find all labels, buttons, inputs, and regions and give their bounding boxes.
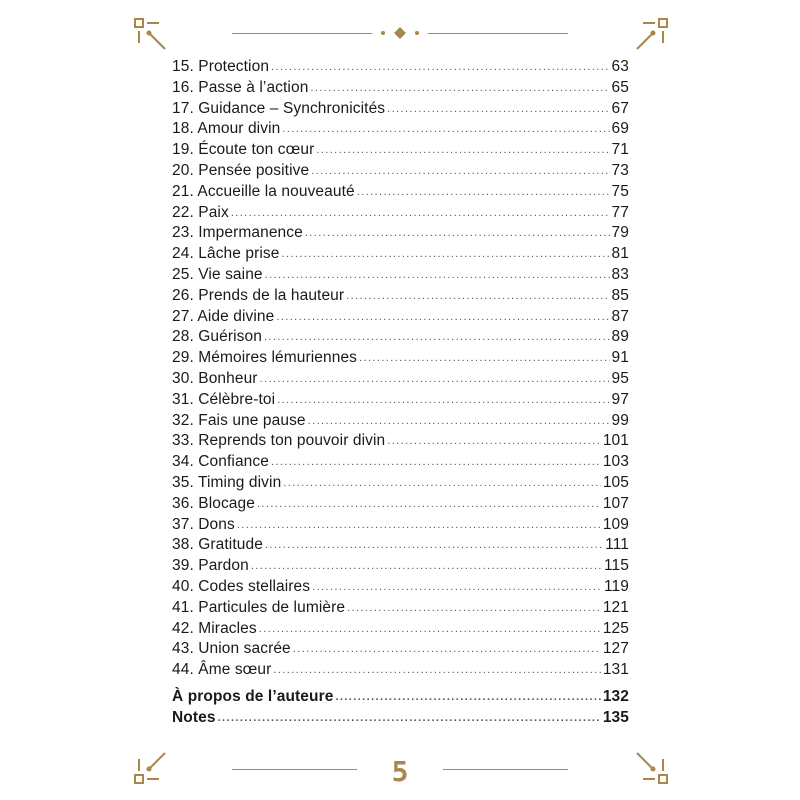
toc-entry-page: 127 <box>602 640 629 658</box>
dot-leader <box>282 244 610 265</box>
dot-leader <box>310 78 609 99</box>
toc-entry <box>172 390 629 411</box>
dot-leader <box>305 223 610 244</box>
toc-entry-page: 81 <box>611 245 629 263</box>
toc-entry-title: 24. Lâche prise <box>172 245 280 263</box>
dot-leader <box>251 556 602 577</box>
toc-entry-title: 28. Guérison <box>172 328 262 346</box>
corner-ornament-top-right-icon <box>625 17 669 61</box>
dot-leader <box>293 639 601 660</box>
toc-entry-page: 103 <box>602 453 629 471</box>
toc-entry <box>172 619 629 640</box>
toc-entry-title: 39. Pardon <box>172 557 249 575</box>
dot-leader <box>312 577 602 598</box>
toc-entry-title: 16. Passe à l’action <box>172 78 309 96</box>
toc-entry-page: 132 <box>602 687 629 705</box>
toc-entry-page: 71 <box>611 141 629 159</box>
toc-entry-title: 22. Paix <box>172 203 229 221</box>
toc-entry-title: 19. Écoute ton cœur <box>172 141 315 159</box>
toc-entry-title: 15. Protection <box>172 58 270 75</box>
toc-entry-title: 21. Accueille la nouveauté <box>172 182 355 200</box>
toc-entry-title: 31. Célèbre-toi <box>172 390 276 408</box>
dot-leader <box>259 619 601 640</box>
toc-entry <box>172 515 629 536</box>
toc-entry <box>172 265 629 286</box>
toc-entry-page: 79 <box>611 224 629 242</box>
toc-entry-title: 43. Union sacrée <box>172 640 291 658</box>
toc-entry-page: 119 <box>603 577 629 595</box>
toc-entry-title: 23. Impermanence <box>172 224 303 242</box>
toc-back-matter-list <box>172 687 629 729</box>
toc-entry-page: 111 <box>605 536 629 554</box>
toc-entry-page: 87 <box>611 307 629 325</box>
toc-entry-page: 105 <box>602 473 629 491</box>
toc-entry <box>172 286 629 307</box>
toc-entry <box>172 140 629 161</box>
toc-entry-title: 30. Bonheur <box>172 369 258 387</box>
table-of-contents <box>172 57 629 729</box>
toc-entry-title: 44. Âme sœur <box>172 661 272 679</box>
toc-entry-page: 77 <box>611 203 629 221</box>
toc-entry <box>172 535 629 556</box>
toc-entry-page: 89 <box>611 328 629 346</box>
dot-leader <box>276 307 609 328</box>
toc-entry-page: 83 <box>611 265 629 283</box>
dot-leader <box>231 203 610 224</box>
dot-leader <box>335 687 600 708</box>
toc-entry <box>172 348 629 369</box>
toc-entry-title: À propos de l’auteure <box>172 687 334 705</box>
toc-entry-page: 65 <box>611 78 629 96</box>
toc-entry <box>172 78 629 99</box>
toc-entry-page: 75 <box>611 182 629 200</box>
dot-leader <box>265 535 603 556</box>
toc-entry-title: 38. Gratitude <box>172 536 263 554</box>
toc-entry-page: 95 <box>611 369 629 387</box>
dot-leader <box>347 598 601 619</box>
dot-leader <box>387 99 609 120</box>
toc-entry <box>172 223 629 244</box>
dot-leader <box>311 161 609 182</box>
toc-entry-page: 97 <box>611 390 629 408</box>
toc-entry-page: 63 <box>611 58 629 75</box>
toc-entry <box>172 119 629 140</box>
toc-entry <box>172 660 629 681</box>
toc-entry-title: 41. Particules de lumière <box>172 598 346 616</box>
toc-entry-page: 115 <box>603 557 629 575</box>
toc-entry <box>172 203 629 224</box>
dot-leader <box>273 660 600 681</box>
top-rule-right <box>428 33 568 34</box>
toc-entry-title: 27. Aide divine <box>172 307 275 325</box>
dot-leader <box>357 182 610 203</box>
toc-entry <box>172 452 629 473</box>
dot-leader <box>257 494 601 515</box>
dot-leader <box>271 57 610 78</box>
dot-leader <box>316 140 609 161</box>
dot-leader <box>346 286 609 307</box>
toc-entry <box>172 431 629 452</box>
toc-entry-title: 40. Codes stellaires <box>172 577 311 595</box>
toc-entry-title: 29. Mémoires lémuriennes <box>172 349 358 367</box>
dot-leader <box>265 265 610 286</box>
toc-entry-page: 131 <box>602 661 629 679</box>
toc-entry-title: 35. Timing divin <box>172 473 282 491</box>
dot-leader <box>277 390 609 411</box>
toc-entry <box>172 411 629 432</box>
toc-entry-page: 73 <box>611 161 629 179</box>
toc-entry-page: 85 <box>611 286 629 304</box>
toc-entry <box>172 327 629 348</box>
toc-entry-title: 42. Miracles <box>172 619 257 637</box>
toc-entry-page: 125 <box>602 619 629 637</box>
toc-entry-title: 18. Amour divin <box>172 120 281 138</box>
toc-entry-title: 34. Confiance <box>172 453 269 471</box>
toc-entry-title: 25. Vie saine <box>172 265 263 283</box>
toc-entry-title: Notes <box>172 708 216 726</box>
toc-entry <box>172 639 629 660</box>
toc-entry-page: 135 <box>602 708 629 726</box>
toc-entry-title: 32. Fais une pause <box>172 411 306 429</box>
toc-entry-title: 33. Reprends ton pouvoir divin <box>172 432 386 450</box>
toc-entry <box>172 307 629 328</box>
dot-leader <box>218 708 601 729</box>
toc-entry <box>172 577 629 598</box>
dot-leader <box>387 431 601 452</box>
toc-entry-title: 20. Pensée positive <box>172 161 310 179</box>
page-number: 5 <box>391 755 409 788</box>
toc-entry-title: 36. Blocage <box>172 494 255 512</box>
toc-entry <box>172 473 629 494</box>
toc-entry-title: 17. Guidance – Synchronicités <box>172 99 386 117</box>
toc-entry-page: 109 <box>602 515 629 533</box>
toc-entry-title: 26. Prends de la hauteur <box>172 286 345 304</box>
corner-ornament-top-left-icon <box>133 17 177 61</box>
toc-entry <box>172 687 629 708</box>
toc-entry <box>172 708 629 729</box>
toc-entry-title: 37. Dons <box>172 515 235 533</box>
toc-entry <box>172 182 629 203</box>
dot-leader <box>237 515 601 536</box>
toc-entry <box>172 99 629 120</box>
dot-leader <box>264 327 610 348</box>
dot-leader <box>308 411 610 432</box>
toc-entry-page: 91 <box>611 349 629 367</box>
dot-leader <box>283 473 601 494</box>
toc-entry <box>172 494 629 515</box>
toc-entry <box>172 161 629 182</box>
toc-entries-list <box>172 57 629 681</box>
dot-leader <box>260 369 610 390</box>
toc-entry-page: 69 <box>611 120 629 138</box>
toc-entry <box>172 244 629 265</box>
toc-entry <box>172 57 629 78</box>
toc-entry-page: 67 <box>611 99 629 117</box>
diamond-ornament-icon <box>378 26 422 40</box>
toc-entry-page: 121 <box>602 598 629 616</box>
toc-entry-page: 99 <box>611 411 629 429</box>
toc-entry-page: 101 <box>602 432 629 450</box>
top-rule-left <box>232 33 372 34</box>
toc-entry <box>172 556 629 577</box>
toc-entry <box>172 369 629 390</box>
dot-leader <box>282 119 609 140</box>
toc-entry-page: 107 <box>602 494 629 512</box>
dot-leader <box>359 348 610 369</box>
dot-leader <box>271 452 601 473</box>
toc-entry <box>172 598 629 619</box>
